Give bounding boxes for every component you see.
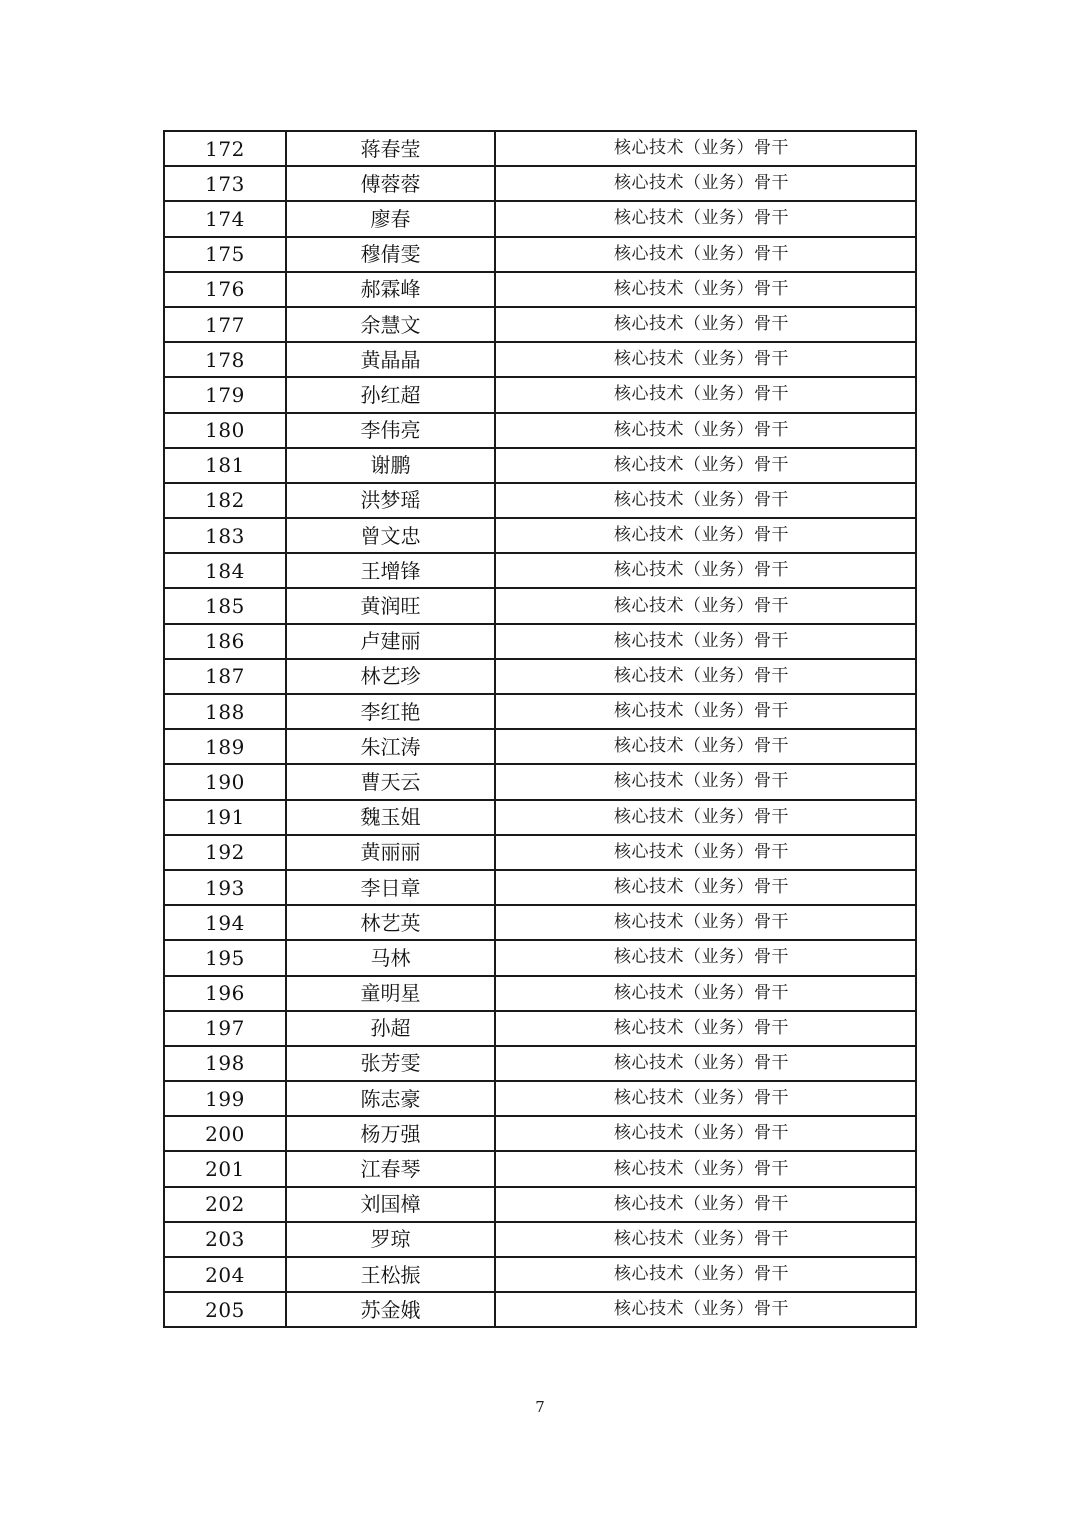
- row-number: 190: [164, 764, 286, 799]
- table-row: [164, 694, 916, 729]
- role-label: 核心技术（业务）骨干: [614, 1228, 789, 1249]
- table-row: [164, 166, 916, 201]
- role-label: 核心技术（业务）骨干: [614, 982, 789, 1003]
- role-cell: [495, 659, 916, 694]
- role-cell: [495, 1046, 916, 1081]
- person-name: 孙超: [286, 1011, 495, 1046]
- row-number: 177: [164, 307, 286, 342]
- row-number: 175: [164, 237, 286, 272]
- role-cell: [495, 1222, 916, 1257]
- person-name: 杨万强: [286, 1116, 495, 1151]
- row-number: 172: [164, 131, 286, 166]
- role-label: 核心技术（业务）骨干: [614, 806, 789, 827]
- row-number: 178: [164, 342, 286, 377]
- role-cell: [495, 976, 916, 1011]
- table-row: [164, 1187, 916, 1222]
- table-row: [164, 377, 916, 412]
- role-cell: [495, 870, 916, 905]
- person-name: 苏金娥: [286, 1292, 495, 1327]
- table-row: [164, 1046, 916, 1081]
- person-name: 余慧文: [286, 307, 495, 342]
- role-label: 核心技术（业务）骨干: [614, 1158, 789, 1179]
- role-cell: [495, 377, 916, 412]
- row-number: 203: [164, 1222, 286, 1257]
- row-number: 195: [164, 940, 286, 975]
- person-name: 蒋春莹: [286, 131, 495, 166]
- table-row: [164, 307, 916, 342]
- person-name: 卢建丽: [286, 624, 495, 659]
- role-label: 核心技术（业务）骨干: [614, 243, 789, 264]
- role-cell: [495, 835, 916, 870]
- person-name: 童明星: [286, 976, 495, 1011]
- role-cell: [495, 483, 916, 518]
- role-label: 核心技术（业务）骨干: [614, 947, 789, 968]
- person-name: 刘国樟: [286, 1187, 495, 1222]
- role-label: 核心技术（业务）骨干: [614, 630, 789, 651]
- table-row: [164, 905, 916, 940]
- row-number: 201: [164, 1151, 286, 1186]
- table-row: [164, 553, 916, 588]
- row-number: 181: [164, 448, 286, 483]
- person-name: 林艺英: [286, 905, 495, 940]
- role-cell: [495, 342, 916, 377]
- person-name: 陈志豪: [286, 1081, 495, 1116]
- role-cell: [495, 800, 916, 835]
- role-label: 核心技术（业务）骨干: [614, 1017, 789, 1038]
- page-number: 7: [535, 1398, 545, 1416]
- person-name: 马林: [286, 940, 495, 975]
- role-cell: [495, 272, 916, 307]
- role-label: 核心技术（业务）骨干: [614, 1052, 789, 1073]
- row-number: 180: [164, 413, 286, 448]
- person-name: 王松振: [286, 1257, 495, 1292]
- row-number: 173: [164, 166, 286, 201]
- row-number: 189: [164, 729, 286, 764]
- role-label: 核心技术（业务）骨干: [614, 489, 789, 510]
- role-cell: [495, 729, 916, 764]
- row-number: 185: [164, 588, 286, 623]
- role-cell: [495, 1081, 916, 1116]
- role-cell: [495, 588, 916, 623]
- person-name: 曾文忠: [286, 518, 495, 553]
- role-cell: [495, 413, 916, 448]
- role-cell: [495, 940, 916, 975]
- role-label: 核心技术（业务）骨干: [614, 349, 789, 370]
- person-name: 张芳雯: [286, 1046, 495, 1081]
- role-cell: [495, 764, 916, 799]
- table-row: [164, 1081, 916, 1116]
- person-name: 穆倩雯: [286, 237, 495, 272]
- table-row: [164, 729, 916, 764]
- table-row: [164, 624, 916, 659]
- role-cell: [495, 448, 916, 483]
- row-number: 187: [164, 659, 286, 694]
- row-number: 204: [164, 1257, 286, 1292]
- row-number: 194: [164, 905, 286, 940]
- person-name: 罗琼: [286, 1222, 495, 1257]
- role-cell: [495, 553, 916, 588]
- role-label: 核心技术（业务）骨干: [614, 525, 789, 546]
- personnel-table: [163, 130, 917, 1328]
- table-row: [164, 588, 916, 623]
- role-cell: [495, 624, 916, 659]
- table-row: [164, 764, 916, 799]
- person-name: 廖春: [286, 201, 495, 236]
- person-name: 曹天云: [286, 764, 495, 799]
- row-number: 182: [164, 483, 286, 518]
- role-cell: [495, 166, 916, 201]
- person-name: 李红艳: [286, 694, 495, 729]
- person-name: 黄润旺: [286, 588, 495, 623]
- person-name: 林艺珍: [286, 659, 495, 694]
- role-label: 核心技术（业务）骨干: [614, 314, 789, 335]
- person-name: 魏玉姐: [286, 800, 495, 835]
- role-label: 核心技术（业务）骨干: [614, 1123, 789, 1144]
- table-row: [164, 870, 916, 905]
- table-row: [164, 976, 916, 1011]
- row-number: 191: [164, 800, 286, 835]
- role-cell: [495, 307, 916, 342]
- row-number: 199: [164, 1081, 286, 1116]
- row-number: 184: [164, 553, 286, 588]
- row-number: 186: [164, 624, 286, 659]
- role-label: 核心技术（业务）骨干: [614, 771, 789, 792]
- table-row: [164, 131, 916, 166]
- role-label: 核心技术（业务）骨干: [614, 595, 789, 616]
- role-label: 核心技术（业务）骨干: [614, 1299, 789, 1320]
- role-cell: [495, 131, 916, 166]
- table-row: [164, 800, 916, 835]
- table-row: [164, 940, 916, 975]
- person-name: 朱江涛: [286, 729, 495, 764]
- table-row: [164, 1222, 916, 1257]
- row-number: 183: [164, 518, 286, 553]
- role-label: 核心技术（业务）骨干: [614, 173, 789, 194]
- person-name: 孙红超: [286, 377, 495, 412]
- role-label: 核心技术（业务）骨干: [614, 841, 789, 862]
- role-cell: [495, 1151, 916, 1186]
- row-number: 202: [164, 1187, 286, 1222]
- table-row: [164, 483, 916, 518]
- person-name: 李日章: [286, 870, 495, 905]
- role-label: 核心技术（业务）骨干: [614, 138, 789, 159]
- personnel-table-body: [164, 131, 916, 1327]
- role-cell: [495, 1257, 916, 1292]
- table-row: [164, 448, 916, 483]
- role-label: 核心技术（业务）骨干: [614, 560, 789, 581]
- person-name: 洪梦瑶: [286, 483, 495, 518]
- role-cell: [495, 518, 916, 553]
- table-row: [164, 237, 916, 272]
- table-row: [164, 518, 916, 553]
- role-label: 核心技术（业务）骨干: [614, 665, 789, 686]
- person-name: 王增锋: [286, 553, 495, 588]
- role-label: 核心技术（业务）骨干: [614, 1193, 789, 1214]
- table-row: [164, 1292, 916, 1327]
- role-label: 核心技术（业务）骨干: [614, 208, 789, 229]
- table-row: [164, 342, 916, 377]
- table-row: [164, 272, 916, 307]
- table-row: [164, 659, 916, 694]
- person-name: 江春琴: [286, 1151, 495, 1186]
- role-label: 核心技术（业务）骨干: [614, 384, 789, 405]
- row-number: 197: [164, 1011, 286, 1046]
- role-label: 核心技术（业务）骨干: [614, 454, 789, 475]
- table-row: [164, 1116, 916, 1151]
- role-label: 核心技术（业务）骨干: [614, 1088, 789, 1109]
- person-name: 郝霖峰: [286, 272, 495, 307]
- role-label: 核心技术（业务）骨干: [614, 736, 789, 757]
- person-name: 傅蓉蓉: [286, 166, 495, 201]
- role-cell: [495, 905, 916, 940]
- row-number: 179: [164, 377, 286, 412]
- role-cell: [495, 1011, 916, 1046]
- row-number: 176: [164, 272, 286, 307]
- row-number: 174: [164, 201, 286, 236]
- role-cell: [495, 201, 916, 236]
- table-row: [164, 201, 916, 236]
- role-cell: [495, 1187, 916, 1222]
- table-row: [164, 835, 916, 870]
- role-label: 核心技术（业务）骨干: [614, 701, 789, 722]
- row-number: 205: [164, 1292, 286, 1327]
- table-row: [164, 413, 916, 448]
- person-name: 李伟亮: [286, 413, 495, 448]
- table-row: [164, 1151, 916, 1186]
- role-cell: [495, 1116, 916, 1151]
- row-number: 196: [164, 976, 286, 1011]
- row-number: 198: [164, 1046, 286, 1081]
- row-number: 192: [164, 835, 286, 870]
- role-label: 核心技术（业务）骨干: [614, 1264, 789, 1285]
- role-cell: [495, 1292, 916, 1327]
- row-number: 193: [164, 870, 286, 905]
- row-number: 188: [164, 694, 286, 729]
- role-label: 核心技术（业务）骨干: [614, 278, 789, 299]
- role-label: 核心技术（业务）骨干: [614, 419, 789, 440]
- row-number: 200: [164, 1116, 286, 1151]
- table-row: [164, 1011, 916, 1046]
- role-label: 核心技术（业务）骨干: [614, 912, 789, 933]
- role-label: 核心技术（业务）骨干: [614, 877, 789, 898]
- person-name: 黄丽丽: [286, 835, 495, 870]
- role-cell: [495, 237, 916, 272]
- person-name: 谢鹏: [286, 448, 495, 483]
- role-cell: [495, 694, 916, 729]
- table-row: [164, 1257, 916, 1292]
- person-name: 黄晶晶: [286, 342, 495, 377]
